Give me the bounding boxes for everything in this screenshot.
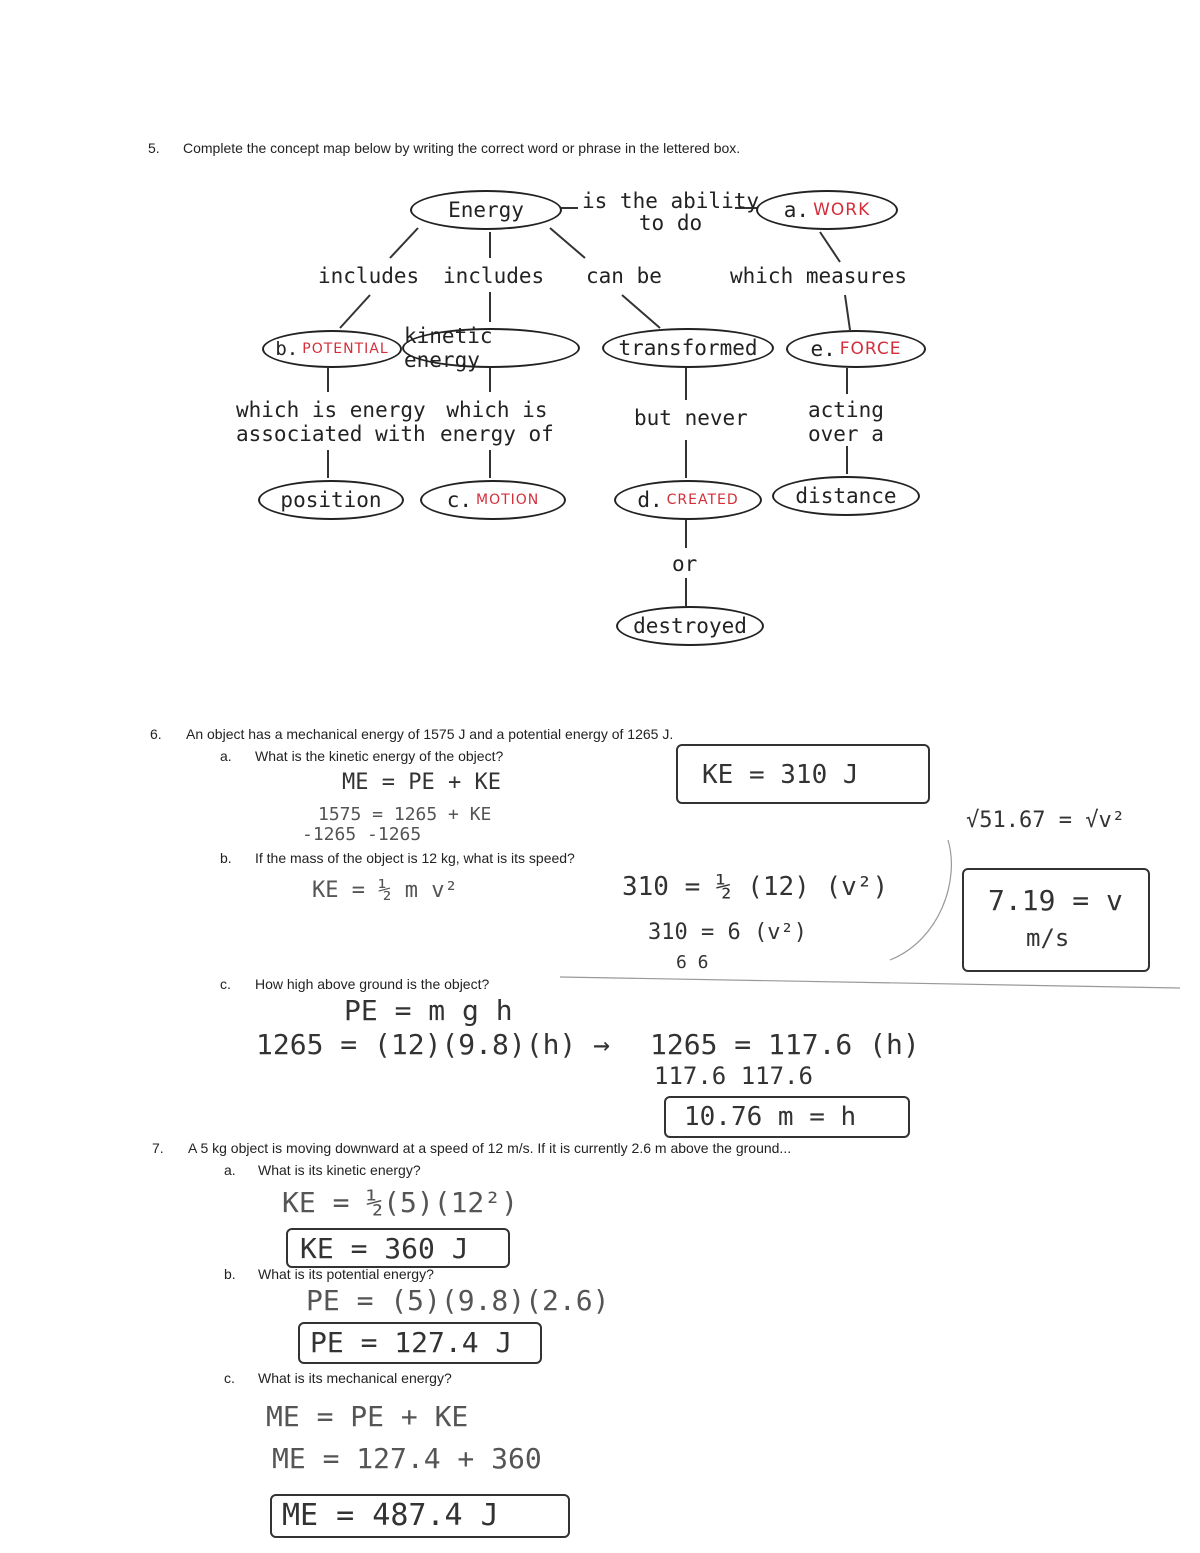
link-ability-line1: is the ability (582, 189, 760, 213)
answer-d-text: CREATED (666, 492, 739, 508)
link-ability (582, 190, 759, 234)
q6b-letter: b. (220, 850, 232, 866)
node-kinetic-energy: kinetic energy (402, 328, 580, 368)
link-associated-with (236, 398, 426, 446)
q6b-formula: KE = ½ m v² (312, 878, 458, 903)
link-ability-line2: to do (638, 211, 703, 235)
q7b-letter: b. (224, 1266, 236, 1282)
q6b-work-2: 310 = 6 (v²) (648, 920, 807, 945)
answer-e-text: FORCE (839, 339, 902, 359)
q7c-answer: ME = 487.4 J (282, 1498, 499, 1533)
node-energy: Energy (410, 190, 562, 230)
q7b-question: What is its potential energy? (258, 1266, 434, 1282)
q6c-question: How high above ground is the object? (255, 976, 490, 992)
node-transformed: transformed (602, 328, 774, 368)
q7c-question: What is its mechanical energy? (258, 1370, 452, 1386)
link-includes-mid: includes (443, 264, 545, 288)
link-associated-line1: which is energy (236, 398, 426, 422)
answer-box-a (756, 190, 898, 230)
q6c-work-2: 1265 = 117.6 (h) (650, 1028, 920, 1061)
q6b-sqrt: √51.67 = √v² (966, 808, 1125, 833)
answer-e-letter: e. (810, 337, 836, 361)
q7a-work: KE = ½(5)(12²) (282, 1186, 519, 1219)
answer-box-e (786, 330, 926, 368)
q6c-answer: 10.76 m = h (684, 1102, 857, 1132)
q7b-work: PE = (5)(9.8)(2.6) (306, 1284, 610, 1317)
answer-b-text: POTENTIAL (302, 341, 389, 357)
q6a-work-3: -1265 -1265 (302, 824, 422, 845)
q6b-answer-line1: 7.19 = v (988, 884, 1123, 917)
q7c-letter: c. (224, 1370, 235, 1386)
q6b-answer-line2: m/s (1026, 924, 1070, 952)
answer-a-letter: a. (783, 198, 810, 222)
q6a-work-2: 1575 = 1265 + KE (318, 804, 492, 825)
answer-b-letter: b. (275, 338, 299, 360)
answer-box-b (262, 330, 402, 368)
answer-a-text: WORK (813, 200, 871, 220)
link-associated-line2: associated with (236, 422, 426, 446)
q6b-work-3: 6 6 (676, 952, 709, 973)
q6c-work-3: 117.6 117.6 (654, 1062, 813, 1090)
link-includes-left: includes (318, 264, 420, 288)
answer-d-letter: d. (637, 488, 663, 512)
q7a-question: What is its kinetic energy? (258, 1162, 421, 1178)
node-distance: distance (772, 476, 920, 516)
q6-number: 6. (150, 726, 162, 742)
q7b-answer: PE = 127.4 J (310, 1326, 513, 1359)
answer-box-c (420, 480, 566, 520)
node-position: position (258, 480, 404, 520)
q7a-letter: a. (224, 1162, 236, 1178)
q7-number: 7. (152, 1140, 164, 1156)
answer-box-d (614, 480, 762, 520)
link-energy-of (440, 398, 554, 446)
q7c-work-2: ME = 127.4 + 360 (272, 1442, 542, 1475)
q6b-work-1: 310 = ½ (12) (v²) (622, 872, 889, 902)
q6a-answer: KE = 310 J (702, 760, 859, 790)
q6c-letter: c. (220, 976, 231, 992)
link-acting-line1: acting (808, 398, 884, 422)
q7a-answer: KE = 360 J (300, 1232, 469, 1265)
link-which-measures: which measures (730, 264, 908, 288)
q6a-work-1: ME = PE + KE (342, 770, 501, 795)
link-or: or (672, 552, 698, 576)
q5-prompt: Complete the concept map below by writing the correct word or phrase in the lettered box. (183, 140, 741, 156)
node-destroyed: destroyed (616, 606, 764, 646)
q6c-work-1: 1265 = (12)(9.8)(h) → (256, 1028, 611, 1061)
link-acting-over (808, 398, 884, 446)
q7c-work-1: ME = PE + KE (266, 1400, 469, 1433)
link-energy-of-line2: energy of (440, 422, 554, 446)
q6c-formula: PE = m g h (344, 994, 513, 1027)
link-energy-of-line1: which is (446, 398, 548, 422)
link-but-never: but never (634, 406, 748, 430)
q5-number: 5. (148, 140, 160, 156)
q7-prompt: A 5 kg object is moving downward at a speed of 12 m/s. If it is currently 2.6 m above the ground... (188, 1140, 792, 1156)
answer-c-text: MOTION (476, 492, 540, 508)
q6b-question: If the mass of the object is 12 kg, what is its speed? (255, 850, 575, 866)
answer-c-letter: c. (446, 488, 472, 512)
link-acting-line2: over a (808, 422, 884, 446)
q6-prompt: An object has a mechanical energy of 1575 J and a potential energy of 1265 J. (186, 726, 674, 742)
q6a-question: What is the kinetic energy of the object? (255, 748, 504, 764)
q6a-letter: a. (220, 748, 232, 764)
link-can-be: can be (586, 264, 662, 288)
